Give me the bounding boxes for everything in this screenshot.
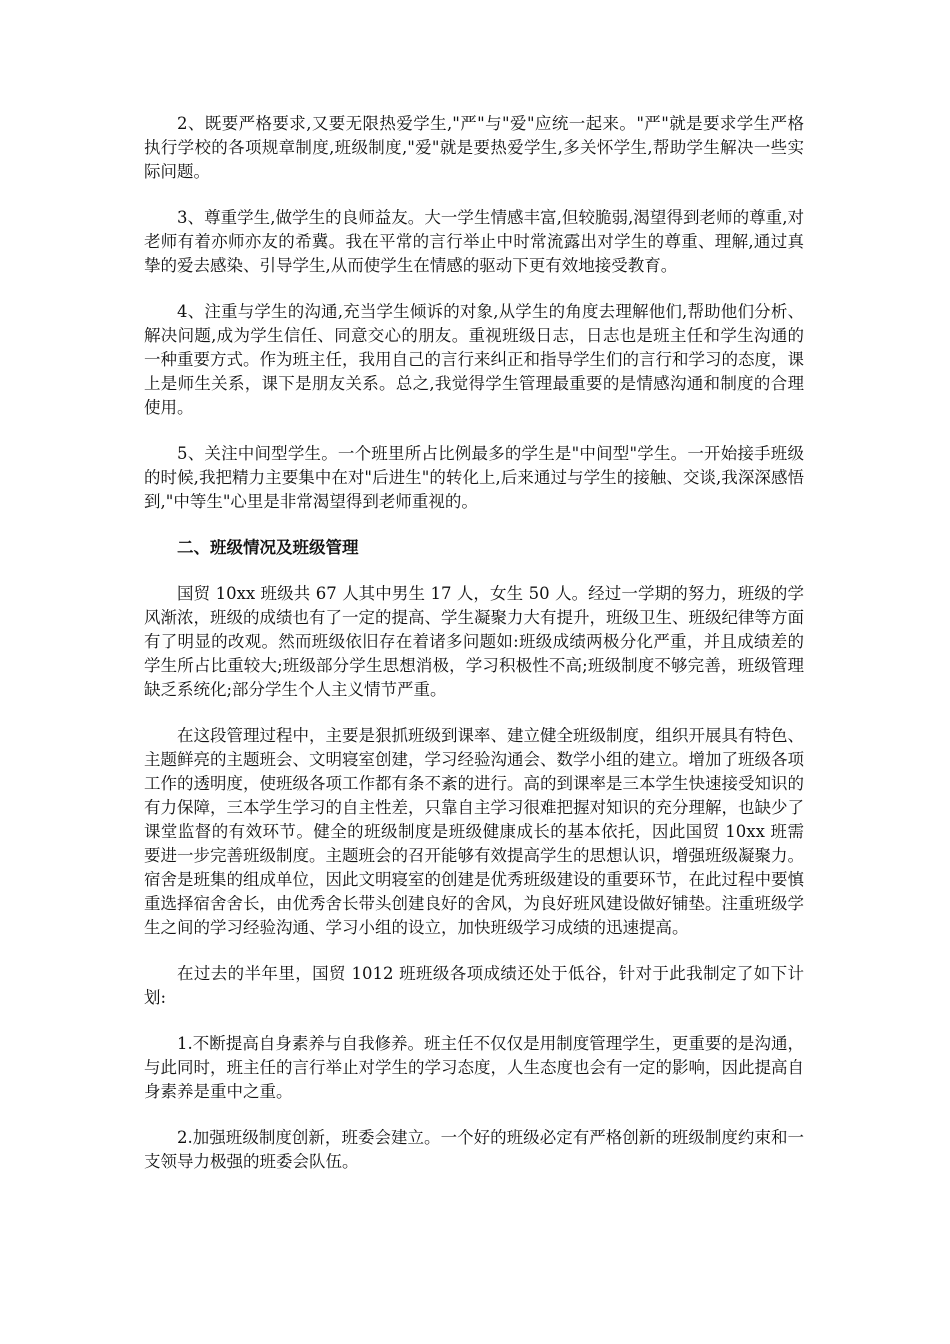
document-body xyxy=(144,112,804,1196)
paragraph-respect-students: 3、尊重学生,做学生的良师益友。大一学生情感丰富,但较脆弱,渴望得到老师的尊重,对老师有着亦师亦友的希冀。我在平常的言行举止中时常流露出对学生的尊重、理解,通过真挚的爱去感染、引导学生,从而使学生在情感的驱动下更有效地接受教育。 xyxy=(144,208,804,275)
paragraph-plan-item-1: 1.不断提高自身素养与自我修养。班主任不仅仅是用制度管理学生，更重要的是沟通，与此同时，班主任的言行举止对学生的学习态度，人生态度也会有一定的影响，因此提高自身素养是重中之重。 xyxy=(144,1034,804,1101)
paragraph-plan-intro: 在过去的半年里，国贸 1012 班班级各项成绩还处于低谷，针对于此我制定了如下计划: xyxy=(144,964,804,1007)
paragraph-strict-and-love: 2、既要严格要求,又要无限热爱学生,"严"与"爱"应统一起来。"严"就是要求学生严格执行学校的各项规章制度,班级制度,"爱"就是要热爱学生,多关怀学生,帮助学生解决一些实际问题。 xyxy=(144,114,804,181)
paragraph-communication: 4、注重与学生的沟通,充当学生倾诉的对象,从学生的角度去理解他们,帮助他们分析、解决问题,成为学生信任、同意交心的朋友。重视班级日志，日志也是班主任和学生沟通的一种重要方式。作为班主任，我用自己的言行来纠正和指导学生们的言行和学习的态度，课上是师生关系，课下是朋友关系。总之,我觉得学生管理最重要的是情感沟通和制度的合理使用。 xyxy=(144,302,804,417)
paragraph-middle-students: 5、关注中间型学生。一个班里所占比例最多的学生是"中间型"学生。一开始接手班级的时候,我把精力主要集中在对"后进生"的转化上,后来通过与学生的接触、交谈,我深深感悟到,"中等生"心里是非常渴望得到老师重视的。 xyxy=(144,444,804,511)
paragraph-class-situation: 国贸 10xx 班级共 67 人其中男生 17 人，女生 50 人。经过一学期的努力，班级的学风渐浓，班级的成绩也有了一定的提高、学生凝聚力大有提升，班级卫生、班级纪律等方面有了明显的改观。然而班级依旧存在着诸多问题如:班级成绩两极分化严重，并且成绩差的学生所占比重较大;班级部分学生思想消极，学习积极性不高;班级制度不够完善，班级管理缺乏系统化;部分学生个人主义情节严重。 xyxy=(144,584,804,699)
section-heading-class-management: 二、班级情况及班级管理 xyxy=(177,538,359,557)
paragraph-plan-item-2: 2.加强班级制度创新，班委会建立。一个好的班级必定有严格创新的班级制度约束和一支领导力极强的班委会队伍。 xyxy=(144,1128,804,1171)
paragraph-management-process: 在这段管理过程中，主要是狠抓班级到课率、建立健全班级制度，组织开展具有特色、主题鲜亮的主题班会、文明寝室创建，学习经验沟通会、数学小组的建立。增加了班级各项工作的透明度，使班级各项工作都有条不紊的进行。高的到课率是三本学生快速接受知识的有力保障，三本学生学习的自主性差，只靠自主学习很难把握对知识的充分理解，也缺少了课堂监督的有效环节。健全的班级制度是班级健康成长的基本依托，因此国贸 10xx 班需要进一步完善班级制度。主题班会的召开能够有效提高学生的思想认识，增强班级凝聚力。宿舍是班集的组成单位，因此文明寝室的创建是优秀班级建设的重要环节，在此过程中要慎重选择宿舍舍长，由优秀舍长带头创建良好的舍风，为良好班风建设做好铺垫。注重班级学生之间的学习经验沟通、学习小组的设立，加快班级学习成绩的迅速提高。 xyxy=(144,726,804,937)
